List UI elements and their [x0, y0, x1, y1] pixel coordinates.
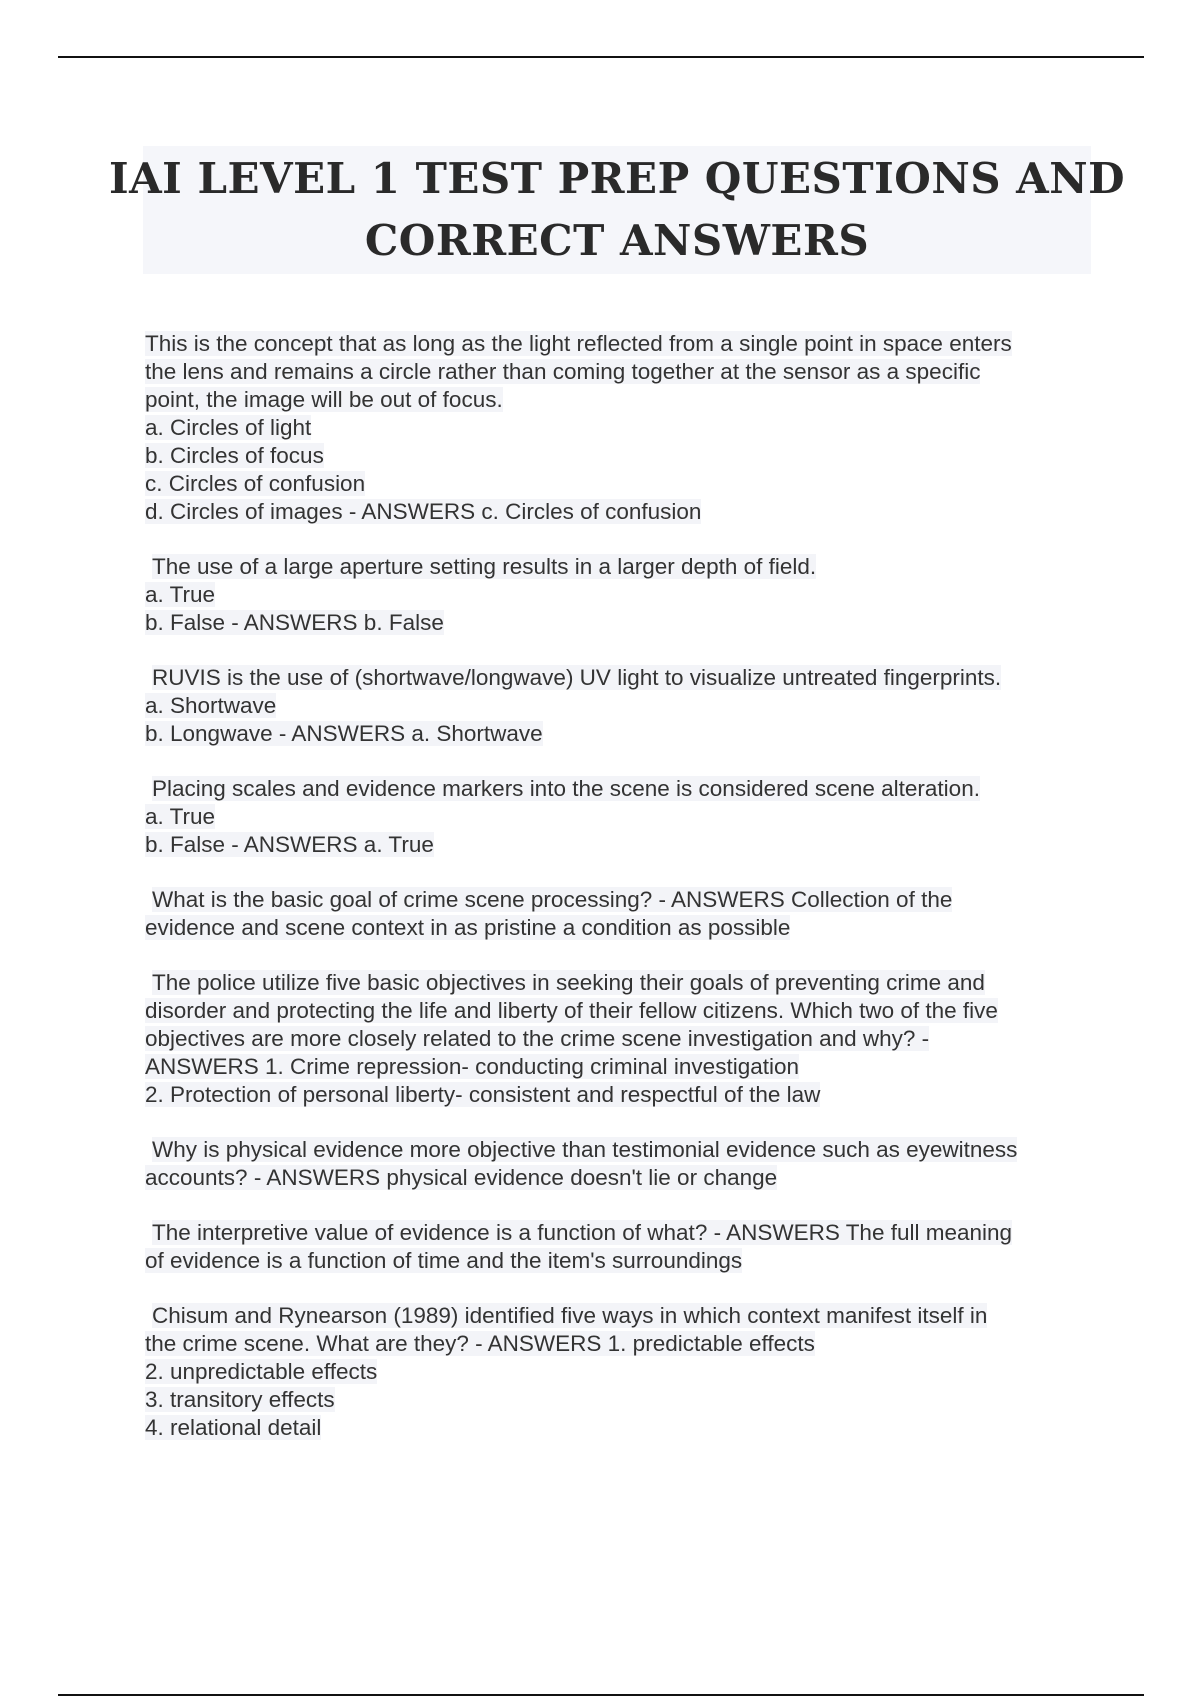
question-text: The police utilize five basic objectives in seeking their goals of preventing crime and [152, 970, 985, 995]
question-text: This is the concept that as long as the light reflected from a single point in space enters [145, 331, 1012, 356]
question-text: the lens and remains a circle rather than coming together at the sensor as a specific [145, 359, 981, 384]
question-text: RUVIS is the use of (shortwave/longwave) UV light to visualize untreated fingerprints. [152, 665, 1002, 690]
document-title-line-2: CORRECT ANSWERS [364, 216, 870, 265]
answer-text: 2. unpredictable effects [145, 1359, 378, 1384]
answer-text: b. False - ANSWERS b. False [145, 610, 444, 635]
option-text: a. Shortwave [145, 693, 277, 718]
answer-text: b. Longwave - ANSWERS a. Shortwave [145, 721, 543, 746]
qa-item-3 [145, 664, 1090, 748]
qa-item-2 [145, 553, 1090, 637]
question-text: Placing scales and evidence markers into the scene is considered scene alteration. [152, 776, 980, 801]
answer-text: 2. Protection of personal liberty- consistent and respectful of the law [145, 1082, 821, 1107]
option-text: c. Circles of confusion [145, 471, 366, 496]
qa-item-6 [145, 969, 1090, 1109]
question-text: What is the basic goal of crime scene processing? - ANSWERS Collection of the [152, 887, 953, 912]
option-text: b. Circles of focus [145, 443, 324, 468]
answer-text: 3. transitory effects [145, 1387, 335, 1412]
answer-text: b. False - ANSWERS a. True [145, 832, 434, 857]
bottom-rule [58, 1694, 1144, 1696]
question-text: the crime scene. What are they? - ANSWERS 1. predictable effects [145, 1331, 815, 1356]
qa-item-1 [145, 330, 1090, 526]
qa-item-9 [145, 1302, 1090, 1442]
answer-text: ANSWERS 1. Crime repression- conducting criminal investigation [145, 1054, 799, 1079]
answer-text: d. Circles of images - ANSWERS c. Circles of confusion [145, 499, 702, 524]
title-banner [108, 146, 1126, 274]
qa-item-7 [145, 1136, 1090, 1192]
answer-text: 4. relational detail [145, 1415, 322, 1440]
option-text: a. Circles of light [145, 415, 312, 440]
option-text: a. True [145, 804, 216, 829]
document-title-line-1: IAI LEVEL 1 TEST PREP QUESTIONS AND [108, 154, 1126, 203]
question-text: Chisum and Rynearson (1989) identified five ways in which context manifest itself in [152, 1303, 988, 1328]
answer-text: of evidence is a function of time and the item's surroundings [145, 1248, 743, 1273]
question-text: point, the image will be out of focus. [145, 387, 503, 412]
qa-item-4 [145, 775, 1090, 859]
qa-item-8 [145, 1219, 1090, 1275]
question-text: disorder and protecting the life and liberty of their fellow citizens. Which two of the five [145, 998, 998, 1023]
question-text: The interpretive value of evidence is a function of what? - ANSWERS The full meaning [152, 1220, 1013, 1245]
option-text: a. True [145, 582, 216, 607]
answer-text: evidence and scene context in as pristine a condition as possible [145, 915, 791, 940]
qa-item-5 [145, 886, 1090, 942]
question-text: The use of a large aperture setting results in a larger depth of field. [152, 554, 817, 579]
qa-list [145, 330, 1090, 1469]
top-rule [58, 56, 1144, 58]
question-text: objectives are more closely related to the crime scene investigation and why? - [145, 1026, 930, 1051]
question-text: Why is physical evidence more objective than testimonial evidence such as eyewitness [152, 1137, 1018, 1162]
answer-text: accounts? - ANSWERS physical evidence doesn't lie or change [145, 1165, 778, 1190]
